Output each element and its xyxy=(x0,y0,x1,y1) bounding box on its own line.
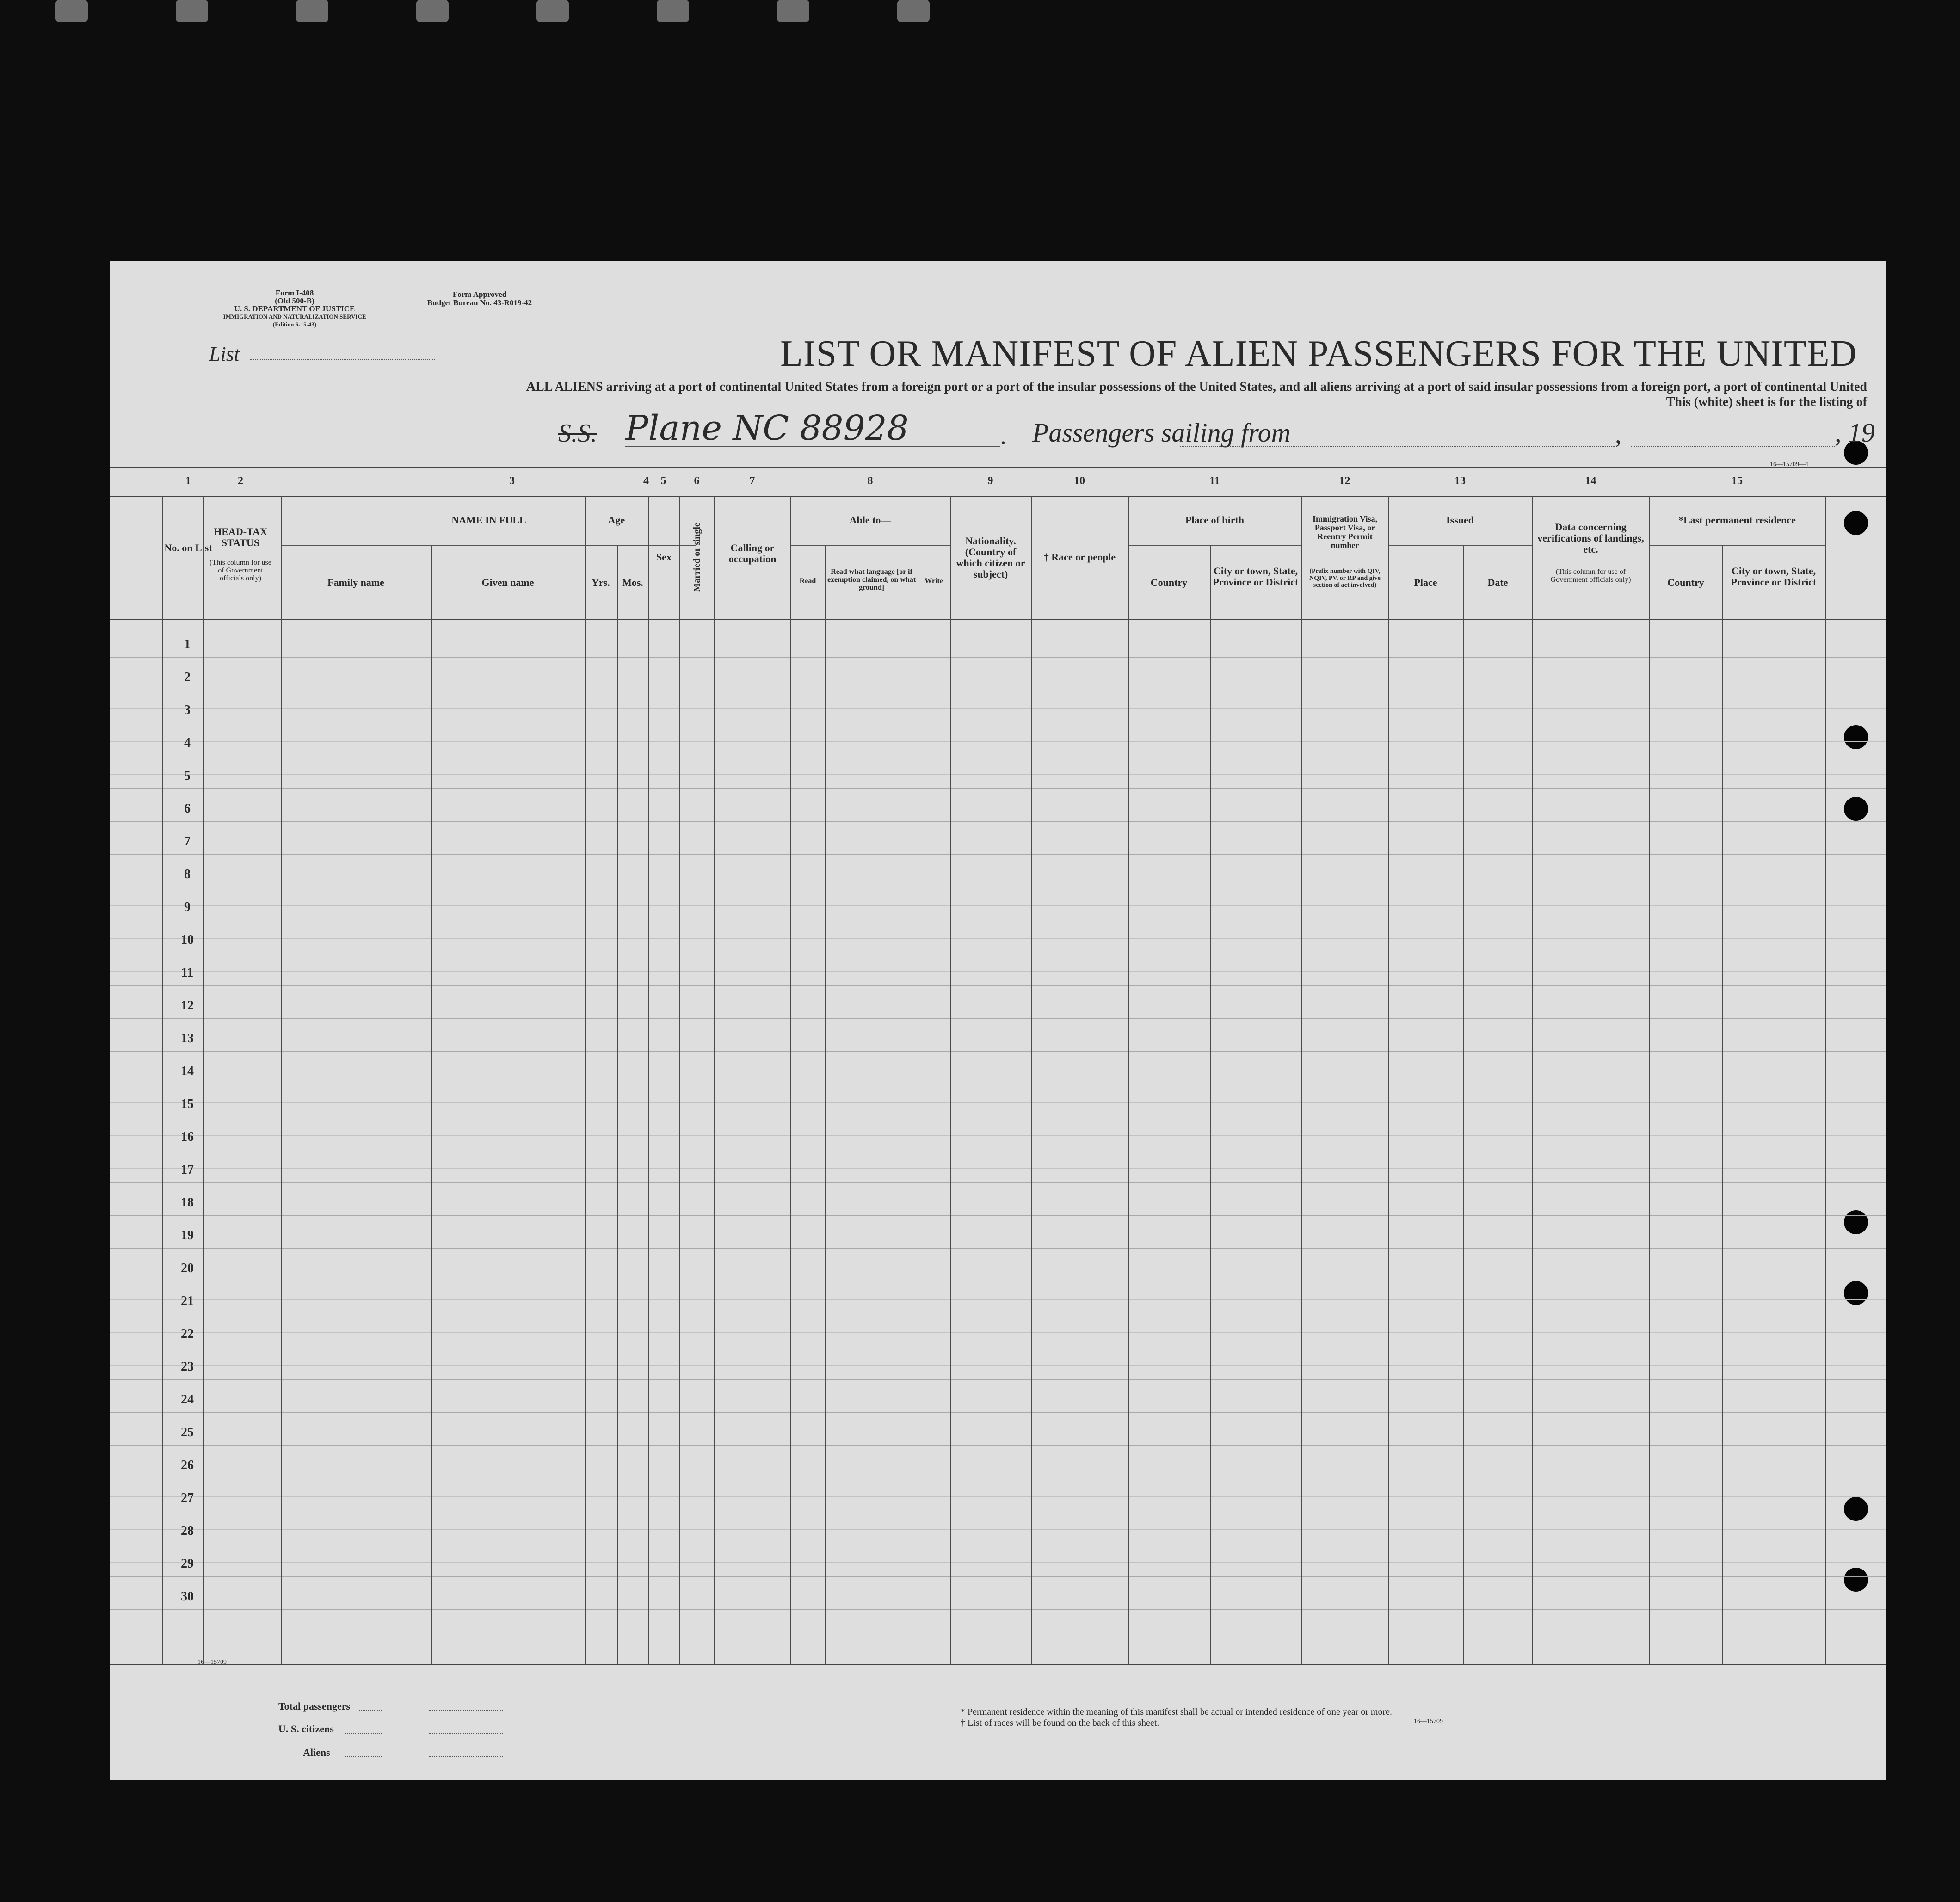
row-number: 23 xyxy=(181,1360,194,1374)
hdr-issued: Issued xyxy=(1446,514,1474,526)
form-approval xyxy=(410,290,549,307)
subtitle-line-2: This (white) sheet is for the listing of xyxy=(1666,395,1867,409)
row-guide xyxy=(110,1135,1886,1136)
row-number: 6 xyxy=(184,801,191,816)
column-rule xyxy=(1532,496,1533,1664)
sailing-from-label: Passengers sailing from xyxy=(1032,418,1291,448)
col-number-9: 9 xyxy=(987,475,993,487)
department: U. S. DEPARTMENT OF JUSTICE xyxy=(234,304,355,313)
residence-subheader-rule xyxy=(1649,545,1825,546)
col-number-15: 15 xyxy=(1732,475,1743,487)
row-number: 2 xyxy=(184,670,191,684)
form-identifier xyxy=(202,289,387,328)
hdr-name-in-full: NAME IN FULL xyxy=(451,514,526,526)
row-number: 18 xyxy=(181,1195,194,1210)
sailing-comma: , xyxy=(1615,420,1621,449)
row-number: 22 xyxy=(181,1327,194,1341)
row-guide xyxy=(110,1529,1886,1530)
hdr-residence-city: City or town, State, Province or District xyxy=(1731,565,1817,588)
row-number: 19 xyxy=(181,1228,194,1243)
row-rule xyxy=(110,1182,1886,1183)
hdr-given-name: Given name xyxy=(481,577,534,588)
list-label: List xyxy=(209,343,240,365)
form-old-number: (Old 500-B) xyxy=(275,296,314,305)
row-rule xyxy=(110,1379,1886,1380)
age-subheader-rule xyxy=(585,545,648,546)
row-number: 14 xyxy=(181,1064,194,1078)
row-rule xyxy=(110,985,1886,986)
row-guide xyxy=(110,1496,1886,1497)
row-rule xyxy=(110,1609,1886,1610)
total-passengers-label: Total passengers xyxy=(278,1700,351,1712)
row-rule xyxy=(110,1215,1886,1216)
column-rule xyxy=(1388,496,1389,1664)
col-number-2: 2 xyxy=(238,475,243,487)
col-number-12: 12 xyxy=(1339,475,1350,487)
aliens-label: Aliens xyxy=(303,1747,330,1758)
row-rule xyxy=(110,657,1886,658)
column-rule xyxy=(1649,496,1650,1664)
edition: (Edition 6-15-43) xyxy=(272,321,317,328)
budget-number: Budget Bureau No. 43-R019-42 xyxy=(427,298,532,307)
row-guide xyxy=(110,708,1886,709)
hdr-read-language: Read what language [or if exemption claimed, on what ground] xyxy=(827,568,916,591)
col-number-3: 3 xyxy=(509,475,515,487)
hdr-head-tax: HEAD-TAX STATUS xyxy=(214,526,267,548)
sailing-port-field[interactable] xyxy=(1180,446,1615,447)
row-guide xyxy=(110,1168,1886,1169)
col-number-1: 1 xyxy=(185,475,191,487)
hdr-issued-place: Place xyxy=(1414,577,1437,588)
hdr-able-to: Able to— xyxy=(849,514,891,526)
hdr-head-tax-note: (This column for use of Government officials only) xyxy=(210,559,271,582)
subtitle xyxy=(341,379,1867,410)
col-number-11: 11 xyxy=(1209,475,1220,487)
row-number: 11 xyxy=(181,966,194,980)
list-field[interactable] xyxy=(250,359,435,360)
us-citizens-label: U. S. citizens xyxy=(278,1723,334,1735)
column-rule xyxy=(203,496,204,1664)
vessel-period: . xyxy=(1000,421,1006,450)
row-number: 3 xyxy=(184,703,191,717)
column-rule xyxy=(714,496,715,1664)
hdr-visa-note: (Prefix number with QIV, NQIV, PV, or RP and give section of act involved) xyxy=(1309,568,1381,589)
row-number: 1 xyxy=(184,637,191,652)
row-rule xyxy=(110,1051,1886,1052)
column-rule xyxy=(585,496,586,1664)
subtitle-line-1: ALL ALIENS arriving at a port of continental United States from a foreign port or a port of the insular possessions of the United States, and all aliens arriving at a port of said insular possessions from a foreign port, a port of continental United xyxy=(526,380,1867,394)
column-rule xyxy=(648,496,649,1664)
row-number: 21 xyxy=(181,1294,194,1308)
column-rule xyxy=(950,496,951,1664)
column-rule xyxy=(1825,496,1826,1664)
hdr-write: Write xyxy=(925,577,943,585)
row-rule xyxy=(110,821,1886,822)
row-guide xyxy=(110,741,1886,742)
hdr-nationality: Nationality. (Country of which citizen or subject) xyxy=(956,535,1025,580)
us-citizens-field[interactable] xyxy=(429,1733,503,1734)
column-rule xyxy=(1031,496,1032,1664)
print-code-left: 16—15709 xyxy=(197,1659,227,1666)
footnotes xyxy=(961,1706,1392,1729)
total-passengers-field[interactable] xyxy=(429,1710,503,1711)
col-number-4: 4 xyxy=(643,475,649,487)
column-rule xyxy=(825,545,826,1664)
col-number-10: 10 xyxy=(1074,475,1085,487)
row-number: 12 xyxy=(181,998,194,1013)
birth-subheader-rule xyxy=(1128,545,1301,546)
header-bottom-rule xyxy=(110,619,1886,620)
row-number: 7 xyxy=(184,834,191,849)
hdr-issued-date: Date xyxy=(1487,577,1508,588)
col-number-5: 5 xyxy=(660,475,666,487)
page-title: LIST OR MANIFEST OF ALIEN PASSENGERS FOR THE UNITED xyxy=(780,333,1857,374)
print-code-top: 16—15709—1 xyxy=(1770,461,1809,468)
row-guide xyxy=(110,905,1886,906)
row-rule xyxy=(110,788,1886,789)
hdr-yrs: Yrs. xyxy=(592,577,610,588)
column-rule xyxy=(281,496,282,1664)
total-passengers-leader xyxy=(359,1710,382,1711)
row-guide xyxy=(110,1332,1886,1333)
col-number-13: 13 xyxy=(1455,475,1466,487)
col-number-14: 14 xyxy=(1585,475,1596,487)
column-rule xyxy=(1301,496,1302,1664)
service: IMMIGRATION AND NATURALIZATION SERVICE xyxy=(223,313,366,320)
row-guide xyxy=(110,1365,1886,1366)
row-guide xyxy=(110,971,1886,972)
footnote-races: † List of races will be found on the back of this sheet. xyxy=(961,1718,1159,1728)
row-number: 20 xyxy=(181,1261,194,1275)
hdr-visa: Immigration Visa, Passport Visa, or Reentry Permit number xyxy=(1312,514,1377,550)
form-number: Form I-408 xyxy=(275,289,314,297)
column-rule xyxy=(679,496,680,1664)
print-code-bottom: 16—15709 xyxy=(1414,1718,1443,1725)
row-number: 24 xyxy=(181,1392,194,1407)
row-rule xyxy=(110,1576,1886,1577)
hdr-residence-country: Country xyxy=(1667,577,1704,588)
col-number-8: 8 xyxy=(867,475,873,487)
hdr-data-verifications-note: (This column for use of Government officials only) xyxy=(1550,568,1631,584)
hdr-last-residence: *Last permanent residence xyxy=(1678,514,1796,526)
row-rule xyxy=(110,1445,1886,1446)
header-rule xyxy=(110,496,1886,497)
row-rule xyxy=(110,1412,1886,1413)
column-rule xyxy=(1463,545,1464,1664)
column-rule xyxy=(1128,496,1129,1664)
row-guide xyxy=(110,1102,1886,1103)
hdr-age: Age xyxy=(608,514,625,526)
column-rule xyxy=(1210,545,1211,1664)
ss-struck-label: S.S. xyxy=(558,419,597,448)
row-number: 13 xyxy=(181,1031,194,1046)
row-rule xyxy=(110,1248,1886,1249)
hdr-no-on-list: No. on List xyxy=(164,542,212,554)
column-rule xyxy=(162,496,163,1664)
year-label: , 19 xyxy=(1835,418,1875,448)
col-number-7: 7 xyxy=(749,475,755,487)
column-rule xyxy=(790,496,791,1664)
able-subheader-rule xyxy=(790,545,950,546)
row-guide xyxy=(110,774,1886,775)
issued-subheader-rule xyxy=(1388,545,1532,546)
hdr-mos: Mos. xyxy=(622,577,643,588)
row-number: 4 xyxy=(184,736,191,750)
row-number: 17 xyxy=(181,1163,194,1177)
row-number: 16 xyxy=(181,1130,194,1144)
hdr-married: Married or single xyxy=(692,523,702,592)
row-number: 30 xyxy=(181,1589,194,1604)
column-rule xyxy=(431,545,432,1664)
us-citizens-leader xyxy=(345,1733,382,1734)
row-number: 5 xyxy=(184,769,191,783)
row-number: 15 xyxy=(181,1097,194,1111)
footnote-permanent-residence: * Permanent residence within the meaning of this manifest shall be actual or intended residence of one year or more. xyxy=(961,1707,1393,1717)
column-rule xyxy=(1722,545,1723,1664)
sailing-date-field[interactable] xyxy=(1631,446,1835,447)
manifest-table xyxy=(110,467,1886,1665)
row-number: 10 xyxy=(181,933,194,947)
row-number: 9 xyxy=(184,900,191,914)
row-number: 8 xyxy=(184,867,191,881)
row-number: 27 xyxy=(181,1491,194,1505)
hdr-sex: Sex xyxy=(656,551,672,563)
row-number: 25 xyxy=(181,1425,194,1440)
hdr-read: Read xyxy=(799,577,816,585)
aliens-leader xyxy=(345,1756,382,1757)
hdr-data-verifications: Data concerning verifications of landings, etc. xyxy=(1537,521,1644,555)
hdr-family-name: Family name xyxy=(327,577,384,588)
column-rule xyxy=(617,545,618,1664)
row-rule xyxy=(110,1018,1886,1019)
film-edge-marks xyxy=(55,0,1073,32)
hdr-calling: Calling or occupation xyxy=(728,542,777,565)
row-number: 29 xyxy=(181,1557,194,1571)
row-guide xyxy=(110,1562,1886,1563)
col-number-6: 6 xyxy=(694,475,700,487)
row-number: 28 xyxy=(181,1524,194,1538)
row-rule xyxy=(110,854,1886,855)
approved-label: Form Approved xyxy=(452,290,507,299)
hdr-race: † Race or people xyxy=(1043,551,1116,563)
aliens-field[interactable] xyxy=(429,1756,503,1757)
row-number: 26 xyxy=(181,1458,194,1472)
vessel-handwritten: Plane NC 88928 xyxy=(625,408,909,448)
hdr-birth-country: Country xyxy=(1150,577,1188,588)
hdr-birth-city: City or town, State, Province or District xyxy=(1213,565,1299,588)
vessel-field[interactable] xyxy=(625,446,1000,447)
manifest-sheet xyxy=(110,261,1886,1780)
row-guide xyxy=(110,938,1886,939)
row-guide xyxy=(110,1299,1886,1300)
hdr-place-of-birth: Place of birth xyxy=(1185,514,1245,526)
